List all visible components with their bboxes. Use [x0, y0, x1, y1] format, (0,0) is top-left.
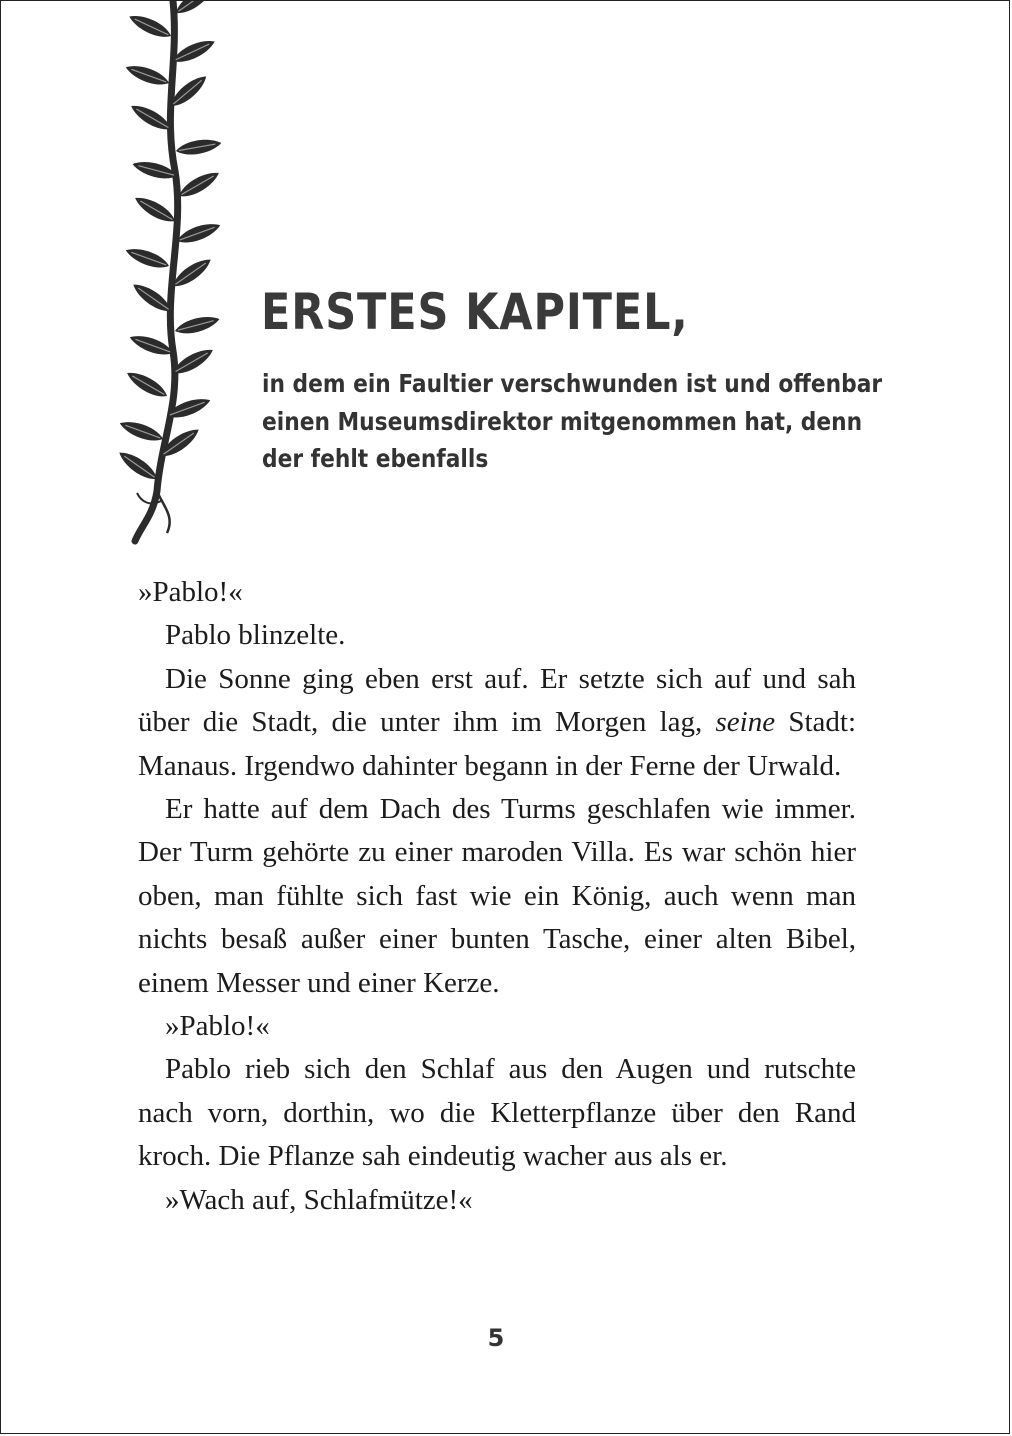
paragraph	[138, 658, 856, 788]
paragraph: Pablo blinzelte.	[165, 619, 346, 652]
paragraph: »Pablo!«	[165, 1010, 270, 1043]
chapter-body	[138, 571, 856, 1222]
chapter-subtitle	[262, 365, 883, 478]
hanging-vine-illustration	[101, 1, 261, 546]
subtitle-line: einen Museumsdirektor mitgenommen hat, denn	[262, 406, 863, 436]
subtitle-line: der fehlt ebenfalls	[262, 444, 489, 473]
paragraph: Pablo rieb sich den Schlaf aus den Augen und rutschte nach vorn, dorthin, wo die Kletterpflanze über den Rand kroch. Die Pflanze sah eindeutig wacher aus als er.	[138, 1053, 856, 1173]
paragraph: Er hatte auf dem Dach des Turms geschlafen wie immer. Der Turm gehörte zu einer maroden Villa. Es war schön hier oben, man fühlte sich fast wie ein König, auch wenn man nichts besaß außer einer bunten Tasche, einer alten Bibel, einem Messer und einer Kerze.	[138, 793, 856, 999]
paragraph: »Pablo!«	[138, 576, 243, 608]
emphasis-text: seine	[715, 706, 776, 739]
page-number: 5	[487, 1324, 505, 1352]
chapter-title: ERSTES KAPITEL,	[261, 283, 689, 341]
paragraph-text: Stadt: Manaus. Irgendwo dahinter begann in der Ferne der Urwald.	[138, 706, 856, 782]
paragraph: »Wach auf, Schlafmütze!«	[165, 1183, 473, 1216]
paragraph-text: Die Sonne ging eben erst auf. Er setzte sich auf und sah über die Stadt, die unter ihm im Morgen lag,	[138, 662, 856, 739]
subtitle-line: in dem ein Faultier verschwunden ist und offenbar	[262, 369, 883, 398]
